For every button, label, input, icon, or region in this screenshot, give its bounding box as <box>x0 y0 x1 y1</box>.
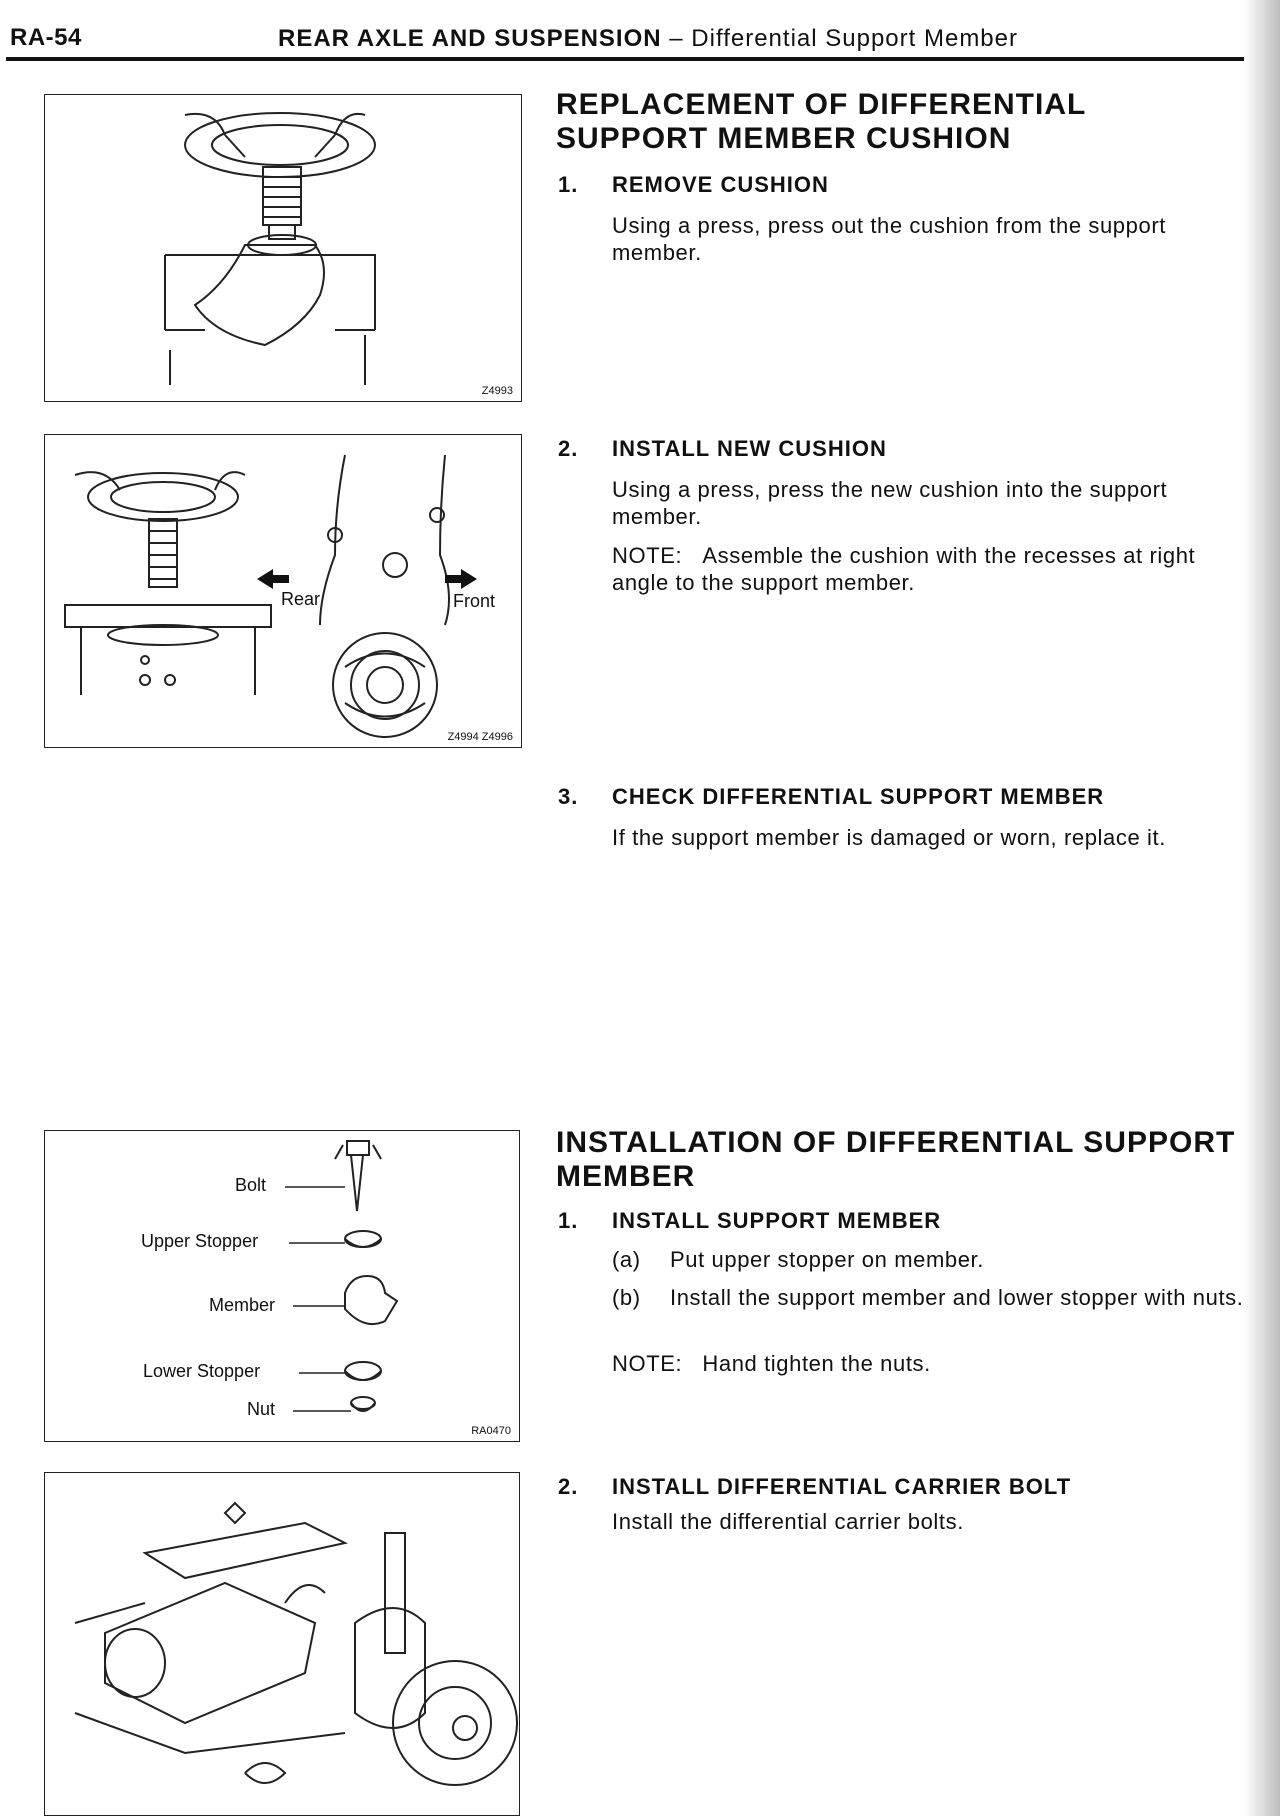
step-number: 3. <box>558 784 579 809</box>
note-label: NOTE: <box>612 1351 683 1376</box>
step-heading <box>558 436 887 462</box>
step-text: Install the differential carrier bolts. <box>612 1509 964 1534</box>
step-title: INSTALL DIFFERENTIAL CARRIER BOLT <box>612 1474 1072 1499</box>
figure-install-cushion <box>44 434 522 748</box>
step-text: Using a press, press out the cushion from the support member. <box>612 213 1166 265</box>
figure-code: RA0470 <box>471 1425 511 1437</box>
label-front: Front <box>453 591 496 611</box>
label-upper-stopper: Upper Stopper <box>141 1231 259 1251</box>
parts-illustration <box>45 1131 519 1441</box>
figure-parts-exploded <box>44 1130 520 1442</box>
item-text: Install the support member and lower stopper with nuts. <box>670 1285 1244 1310</box>
item-marker: (a) <box>612 1247 641 1272</box>
label-rear: Rear <box>281 589 321 609</box>
label-lower-stopper: Lower Stopper <box>143 1361 261 1381</box>
figure-remove-cushion <box>44 94 522 402</box>
figure-axle-assembly <box>44 1472 520 1816</box>
item-text: Put upper stopper on member. <box>670 1247 984 1272</box>
step-note <box>612 1350 1252 1377</box>
page-title <box>278 25 1018 53</box>
label-nut: Nut <box>247 1399 276 1419</box>
label-bolt: Bolt <box>235 1175 267 1195</box>
label-member: Member <box>209 1295 276 1315</box>
step-number: 1. <box>558 1208 579 1233</box>
section-subtitle: – Differential Support Member <box>669 25 1018 52</box>
step-heading <box>558 1474 1071 1500</box>
section-title-installation: INSTALLATION OF DIFFERENTIAL SUPPORT MEMBER <box>556 1126 1236 1193</box>
page-binding-edge <box>1244 0 1280 1816</box>
step-heading <box>558 172 829 198</box>
page-code: RA-54 <box>10 24 82 51</box>
step-heading <box>558 1208 941 1234</box>
step-title: INSTALL NEW CUSHION <box>612 436 887 461</box>
step-number: 2. <box>558 1474 579 1499</box>
step-title: CHECK DIFFERENTIAL SUPPORT MEMBER <box>612 784 1105 809</box>
chapter-title: REAR AXLE AND SUSPENSION <box>278 25 662 52</box>
list-item <box>612 1246 1252 1273</box>
note-label: NOTE: <box>612 543 683 568</box>
figure-code: Z4994 Z4996 <box>447 731 513 743</box>
list-item <box>612 1284 1252 1311</box>
step-text: If the support member is damaged or worn, replace it. <box>612 825 1166 850</box>
axle-illustration <box>45 1473 519 1815</box>
header-rule <box>6 57 1256 61</box>
step-number: 2. <box>558 436 579 461</box>
step-text: Using a press, press the new cushion into the support member. <box>612 477 1168 529</box>
step-number: 1. <box>558 172 579 197</box>
section-title-replacement: REPLACEMENT OF DIFFERENTIAL SUPPORT MEMBER CUSHION <box>556 88 1086 155</box>
step-note <box>612 542 1252 596</box>
figure-code: Z4993 <box>481 385 513 397</box>
note-text: Assemble the cushion with the recesses at right angle to the support member. <box>612 543 1196 595</box>
step-title: INSTALL SUPPORT MEMBER <box>612 1208 942 1233</box>
item-marker: (b) <box>612 1285 641 1310</box>
step-title: REMOVE CUSHION <box>612 172 829 197</box>
note-text: Hand tighten the nuts. <box>702 1351 931 1376</box>
step-heading <box>558 784 1104 810</box>
press-illustration <box>45 95 521 401</box>
